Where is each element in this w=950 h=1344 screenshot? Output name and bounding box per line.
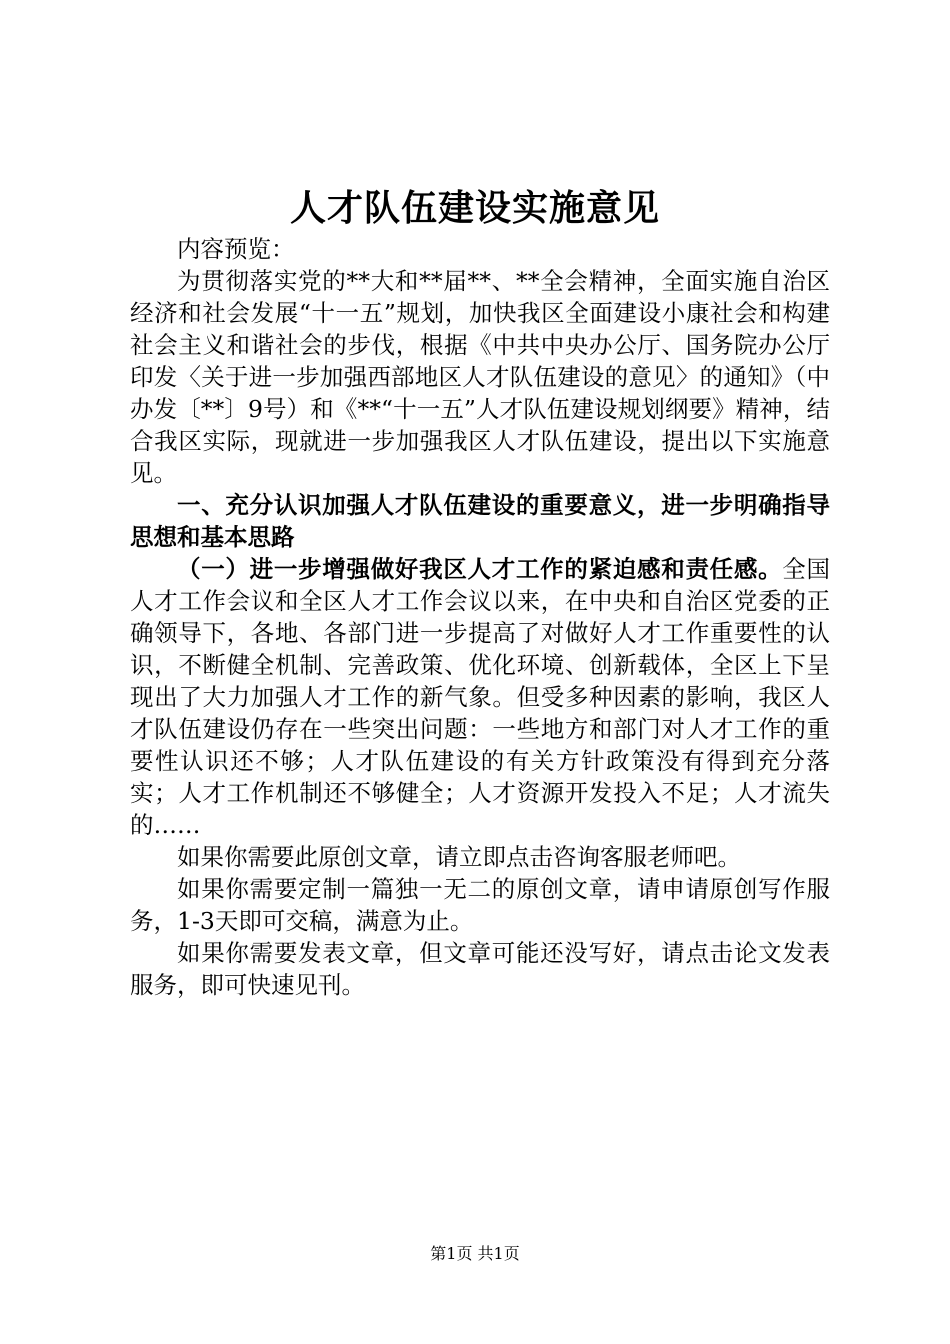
subsection-paragraph <box>130 553 830 841</box>
document-title: 人才队伍建设实施意见 <box>289 187 660 229</box>
notice-custom-writing[interactable]: 如果你需要定制一篇独一无二的原创文章，请申请原创写作服务，1-3天即可交稿，满意为止。 <box>130 875 830 935</box>
document-body <box>130 233 830 1001</box>
preview-label: 内容预览： <box>177 235 295 263</box>
section-heading: 一、充分认识加强人才队伍建设的重要意义，进一步明确指导思想和基本思路 <box>130 491 830 551</box>
subsection-body: 全国人才工作会议和全区人才工作会议以来，在中央和自治区党委的正确领导下，各地、各部门进一步提高了对做好人才工作重要性的认识，不断健全机制、完善政策、优化环境、创新载体，全区上下呈现出了大力加强人才工作的新气象。但受多种因素的影响，我区人才队伍建设仍存在一些突出问题：一些地方和部门对人才工作的重要性认识还不够；人才队伍建设的有关方针政策没有得到充分落实；人才工作机制还不够健全；人才资源开发投入不足；人才流失的…… <box>130 555 831 839</box>
notice-publish[interactable]: 如果你需要发表文章，但文章可能还没写好，请点击论文发表服务，即可快速见刊。 <box>130 939 830 999</box>
page-footer: 第1页 共1页 <box>430 1244 520 1263</box>
subsection-title: （一）进一步增强做好我区人才工作的紧迫感和责任感。 <box>177 555 783 583</box>
intro-paragraph: 为贯彻落实党的**大和**届**、**全会精神，全面实施自治区经济和社会发展“十一五”规划，加快我区全面建设小康社会和构建社会主义和谐社会的步伐，根据《中共中央办公厅、国务院办公厅印发〈关于进一步加强西部地区人才队伍建设的意见〉的通知》（中办发〔**〕9号）和《**“十一五”人才队伍建设规划纲要》精神，结合我区实际，现就进一步加强我区人才队伍建设，提出以下实施意见。 <box>130 267 830 487</box>
notice-consult[interactable]: 如果你需要此原创文章，请立即点击咨询客服老师吧。 <box>177 843 741 871</box>
